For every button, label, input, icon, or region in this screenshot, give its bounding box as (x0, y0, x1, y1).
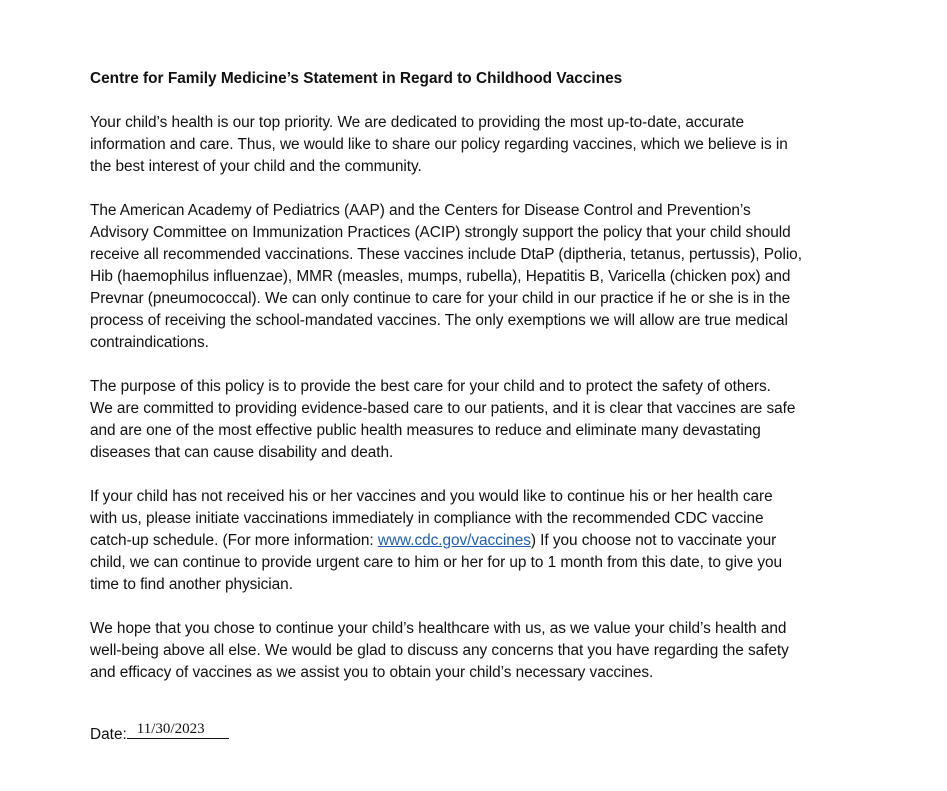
paragraph-line: We hope that you chose to continue your child’s healthcare with us, as we value your child’s health and (90, 620, 787, 637)
paragraph-line: contraindications. (90, 334, 209, 351)
paragraph-line: The purpose of this policy is to provide the best care for your child and to protect the safety of others. (90, 378, 771, 395)
paragraph-line: We are committed to providing evidence-based care to our patients, and it is clear that vaccines are safe (90, 400, 796, 417)
paragraph-recommendations (90, 200, 860, 354)
paragraph-priority (90, 112, 860, 178)
paragraph-line: well-being above all else. We would be glad to discuss any concerns that you have regarding the safety (90, 642, 789, 659)
paragraph-purpose (90, 376, 860, 464)
paragraph-line: the best interest of your child and the community. (90, 158, 422, 175)
paragraph-line: with us, please initiate vaccinations immediately in compliance with the recommended CDC vaccine (90, 510, 764, 527)
cdc-vaccines-link[interactable]: www.cdc.gov/vaccines (377, 532, 531, 549)
paragraph-line: and are one of the most effective public health measures to reduce and eliminate many devastating (90, 422, 761, 439)
paragraph-line: child, we can continue to provide urgent care to him or her for up to 1 month from this date, to give you (90, 554, 782, 571)
paragraph-line: Your child’s health is our top priority. We are dedicated to providing the most up-to-date, accurate (90, 114, 745, 131)
paragraph-line: time to find another physician. (90, 576, 293, 593)
paragraph-line: receive all recommended vaccinations. These vaccines include DtaP (diptheria, tetanus, pertussis), Polio, (90, 246, 802, 263)
date-value: 11/30/2023 (127, 720, 229, 739)
document-title: Centre for Family Medicine’s Statement in Regard to Childhood Vaccines (90, 70, 623, 87)
link-suffix-text: ) If you choose not to vaccinate your (530, 532, 777, 549)
link-prefix-text: catch-up schedule. (For more information: (90, 532, 378, 549)
paragraph-line: diseases that can cause disability and death. (90, 444, 394, 461)
paragraph-closing (90, 618, 860, 684)
paragraph-line: information and care. Thus, we would like to share our policy regarding vaccines, which we believe is in (90, 136, 788, 153)
paragraph-line: Advisory Committee on Immunization Practices (ACIP) strongly support the policy that your child should (90, 224, 791, 241)
paragraph-line: Prevnar (pneumococcal). We can only continue to care for your child in our practice if he or she is in the (90, 290, 791, 307)
paragraph-line: Hib (haemophilus influenzae), MMR (measles, mumps, rubella), Hepatitis B, Varicella (chicken pox) and (90, 268, 791, 285)
document-body (90, 68, 860, 706)
paragraph-line: If your child has not received his or her vaccines and you would like to continue his or her health care (90, 488, 773, 505)
paragraph-line: The American Academy of Pediatrics (AAP) and the Centers for Disease Control and Prevention’s (90, 202, 751, 219)
date-label: Date: (90, 726, 127, 743)
paragraph-line: and efficacy of vaccines as we assist you to obtain your child’s necessary vaccines. (90, 664, 654, 681)
paragraph-catch-up (90, 486, 860, 596)
paragraph-line: process of receiving the school-mandated vaccines. The only exemptions we will allow are true medical (90, 312, 788, 329)
paragraph-line-with-link (90, 530, 860, 552)
date-field (90, 721, 229, 746)
